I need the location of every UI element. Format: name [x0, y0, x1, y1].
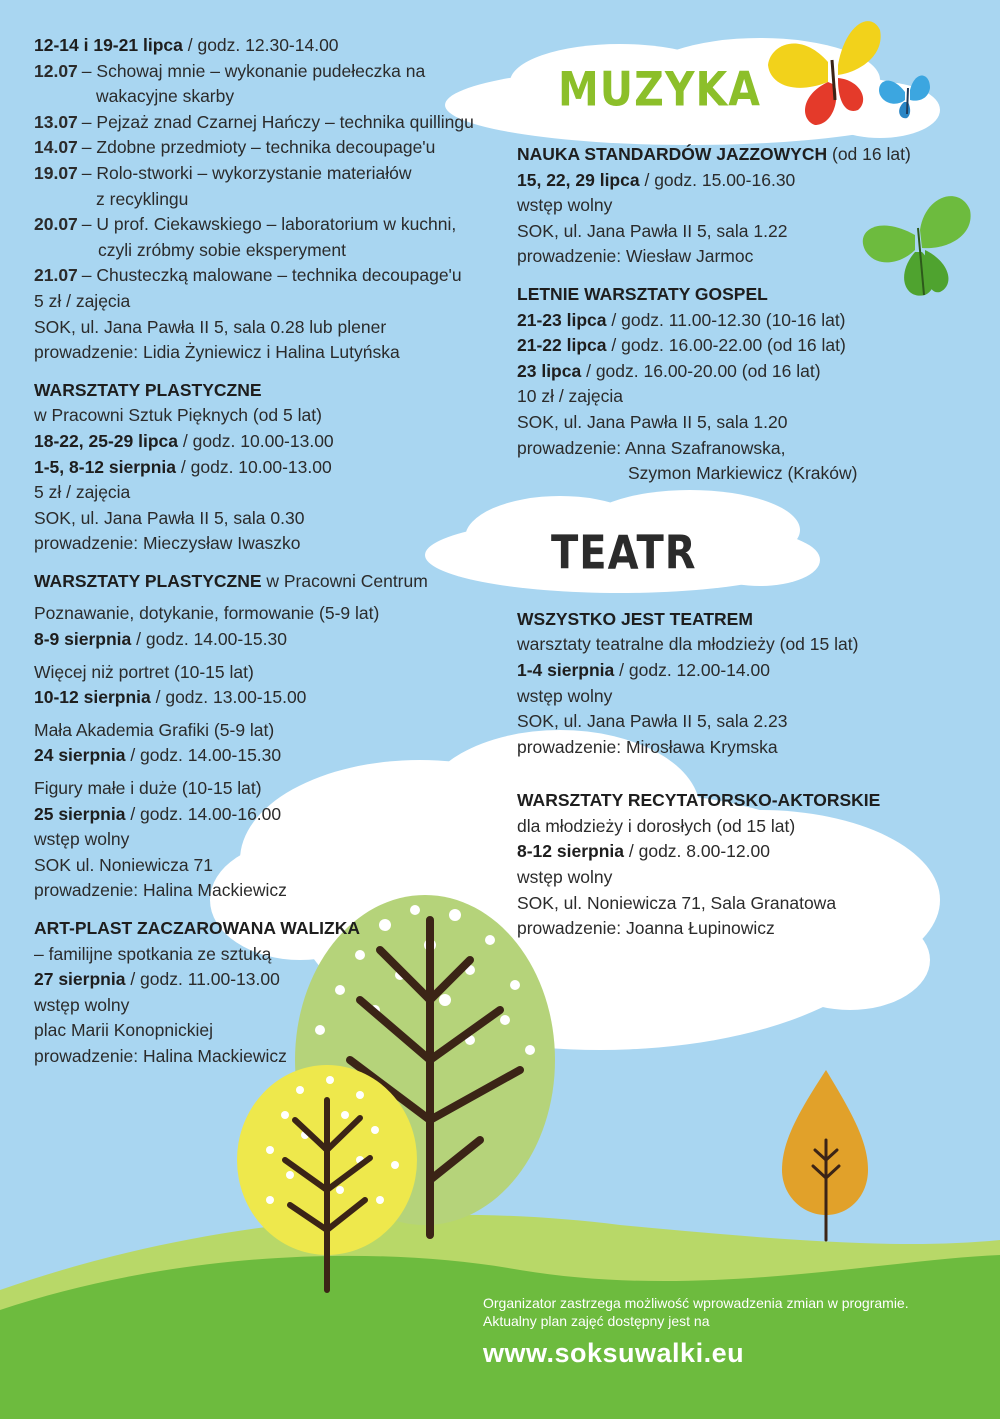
time: / godz. 11.00-12.30 (10-16 lat): [611, 309, 846, 330]
lead: prowadzenie: Mirosława Krymska: [517, 736, 778, 757]
entry: wstęp wolny: [34, 829, 130, 850]
place: SOK, ul. Jana Pawła II 5, sala 0.28 lub plener: [34, 316, 387, 337]
item-date: 12.07: [34, 60, 78, 81]
dates: 10-12 sierpnia: [34, 687, 151, 708]
place: SOK, ul. Jana Pawła II 5, sala 1.22: [517, 220, 788, 241]
lead: prowadzenie: Halina Mackiewicz: [34, 1045, 287, 1066]
section-heading: WARSZTATY RECYTATORSKO-AKTORSKIE: [517, 790, 881, 811]
time: / godz. 10.00-13.00: [180, 456, 332, 477]
section-heading: WARSZTATY PLASTYCZNE: [34, 570, 262, 591]
place: plac Marii Konopnickiej: [34, 1020, 213, 1041]
lead: prowadzenie: Wiesław Jarmoc: [517, 246, 754, 267]
time: / godz. 14.00-16.00: [130, 803, 282, 824]
subtitle: w Pracowni Sztuk Pięknych (od 5 lat): [34, 405, 322, 426]
place: SOK, ul. Jana Pawła II 5, sala 0.30: [34, 507, 305, 528]
item-date: 20.07: [34, 214, 78, 235]
price: 10 zł / zajęcia: [517, 386, 624, 407]
item-text: – Rolo-stworki – wykorzystanie materiałów: [81, 162, 412, 183]
lead: prowadzenie: Lidia Żyniewicz i Halina Lutyńska: [34, 342, 400, 363]
tree-orange-icon: [782, 1070, 868, 1240]
item-continuation: wakacyjne skarby: [96, 86, 235, 107]
jazz-section: [517, 142, 937, 270]
artplast-section: [34, 916, 494, 1070]
section-heading: LETNIE WARSZTATY GOSPEL: [517, 283, 768, 304]
time: / godz. 10.00-13.00: [182, 430, 334, 451]
section-heading: NAUKA STANDARDÓW JAZZOWYCH: [517, 144, 828, 164]
section-heading: WARSZTATY PLASTYCZNE: [34, 379, 262, 400]
subtitle: – familijne spotkania ze sztuką: [34, 943, 272, 964]
place: SOK, ul. Jana Pawła II 5, sala 2.23: [517, 711, 788, 732]
dates: 18-22, 25-29 lipca: [34, 430, 178, 451]
footer-note: Organizator zastrzega możliwość wprowadzenia zmian w programie.: [483, 1295, 909, 1311]
list-item: [34, 135, 494, 161]
item-text: – Schowaj mnie – wykonanie pudełeczka na: [81, 60, 426, 81]
dates: 15, 22, 29 lipca: [517, 169, 640, 190]
time: / godz. 15.00-16.30: [644, 169, 796, 190]
workshop-name: Więcej niż portret (10-15 lat): [34, 661, 254, 682]
section-heading: ART-PLAST ZACZAROWANA WALIZKA: [34, 918, 360, 938]
workshop-name: Mała Akademia Grafiki (5-9 lat): [34, 719, 275, 740]
price: 5 zł / zajęcia: [34, 290, 131, 311]
entry: wstęp wolny: [517, 685, 613, 706]
workshop-name: Figury małe i duże (10-15 lat): [34, 778, 262, 799]
teatr-section-title: TEATR: [551, 527, 697, 580]
time: / godz. 14.00-15.30: [136, 629, 287, 650]
lead-continuation: Szymon Markiewicz (Kraków): [628, 463, 858, 484]
item-text: – U prof. Ciekawskiego – laboratorium w kuchni,: [81, 214, 457, 235]
right-column: [517, 142, 937, 942]
list-item: [34, 161, 494, 187]
entry: wstęp wolny: [517, 195, 613, 216]
list-item: [34, 212, 494, 238]
list-item: [34, 59, 494, 85]
time: / godz. 16.00-22.00 (od 16 lat): [611, 335, 846, 356]
list-item: [34, 263, 494, 289]
dates: 21-22 lipca: [517, 335, 607, 356]
dates: 23 lipca: [517, 360, 582, 381]
price: 5 zł / zajęcia: [34, 482, 131, 503]
item-continuation: czyli zróbmy sobie eksperyment: [98, 239, 346, 260]
footer-note: Aktualny plan zajęć dostępny jest na: [483, 1313, 710, 1329]
teatrem-section: [517, 607, 937, 761]
heading-rest: w Pracowni Centrum: [266, 570, 428, 591]
item-text: – Zdobne przedmioty – technika decoupage'u: [81, 137, 436, 158]
gospel-section: [517, 282, 937, 487]
item-text: – Pejzaż znad Czarnej Hańczy – technika quillingu: [81, 111, 474, 132]
dates: 8-9 sierpnia: [34, 629, 132, 650]
footer: [483, 1294, 983, 1369]
entry: wstęp wolny: [34, 994, 130, 1015]
dates: 1-5, 8-12 sierpnia: [34, 456, 177, 477]
muzyka-section-title: MUZYKA: [558, 62, 762, 118]
item-date: 21.07: [34, 265, 78, 286]
place: SOK, ul. Noniewicza 71, Sala Granatowa: [517, 892, 837, 913]
lead: prowadzenie: Joanna Łupinowicz: [517, 918, 775, 939]
lead: prowadzenie: Anna Szafranowska,: [517, 437, 786, 458]
left-column: [34, 33, 494, 1070]
subtitle: warsztaty teatralne dla młodzieży (od 15 lat): [517, 634, 859, 655]
section-heading: WSZYSTKO JEST TEATREM: [517, 608, 753, 629]
time: / godz. 11.00-13.00: [130, 969, 280, 990]
recyt-section: [517, 788, 937, 942]
lead: prowadzenie: Mieczysław Iwaszko: [34, 533, 301, 554]
dates: 25 sierpnia: [34, 803, 126, 824]
item-text: – Chusteczką malowane – technika decoupage'u: [81, 265, 462, 286]
time: / godz. 16.00-20.00 (od 16 lat): [586, 360, 821, 381]
website-link[interactable]: www.soksuwalki.eu: [483, 1338, 745, 1368]
subtitle: dla młodzieży i dorosłych (od 15 lat): [517, 815, 796, 836]
time: / godz. 14.00-15.30: [130, 745, 282, 766]
list-item: [34, 110, 494, 136]
dates: 27 sierpnia: [34, 969, 126, 990]
heading-rest: (od 16 lat): [832, 144, 911, 164]
time: / godz. 12.00-14.00: [619, 659, 770, 680]
plast2-section: [34, 569, 494, 904]
item-date: 14.07: [34, 137, 78, 158]
workshop-name: Poznawanie, dotykanie, formowanie (5-9 lat): [34, 603, 380, 624]
dates: 21-23 lipca: [517, 309, 607, 330]
plast1-section: [34, 378, 494, 557]
entry: wstęp wolny: [517, 867, 613, 888]
dates: 8-12 sierpnia: [517, 841, 624, 862]
item-date: 19.07: [34, 162, 78, 183]
lead: prowadzenie: Halina Mackiewicz: [34, 880, 287, 901]
dates: 24 sierpnia: [34, 745, 126, 766]
place: SOK, ul. Jana Pawła II 5, sala 1.20: [517, 411, 788, 432]
time: / godz. 13.00-15.00: [155, 687, 307, 708]
dates: 1-4 sierpnia: [517, 659, 615, 680]
dates: 12-14 i 19-21 lipca: [34, 35, 183, 55]
place: SOK ul. Noniewicza 71: [34, 854, 213, 875]
time: / godz. 8.00-12.00: [628, 841, 770, 862]
item-date: 13.07: [34, 111, 78, 132]
quilling-section: [34, 33, 494, 366]
item-continuation: z recyklingu: [96, 188, 189, 209]
time: / godz. 12.30-14.00: [187, 35, 339, 55]
